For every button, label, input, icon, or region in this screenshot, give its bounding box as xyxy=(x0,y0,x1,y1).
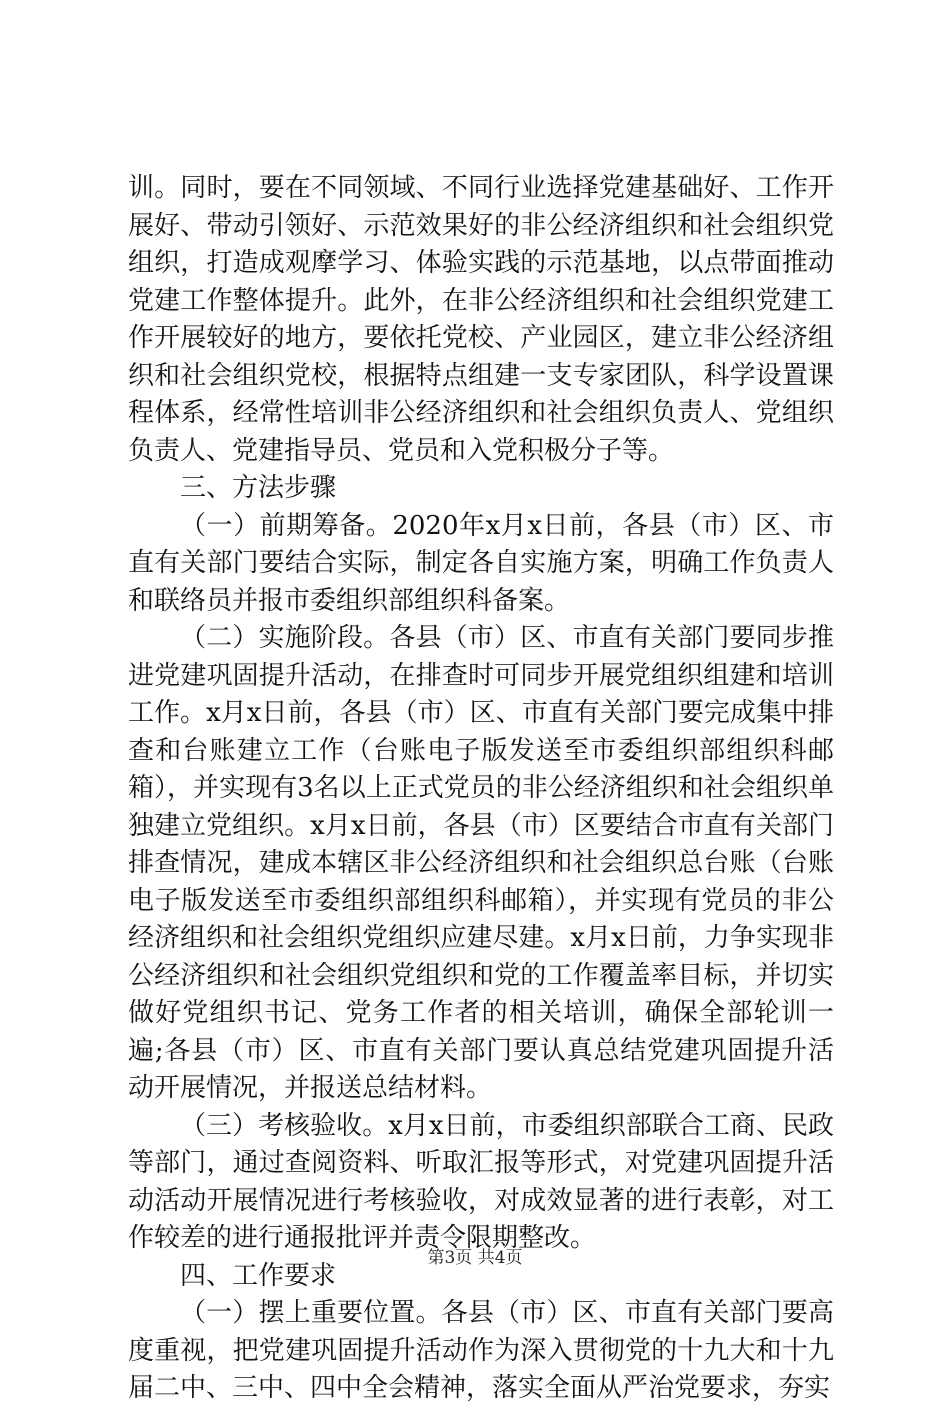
document-body xyxy=(128,170,834,1408)
section-heading-methods: 三、方法步骤 xyxy=(180,473,337,503)
page-number-footer: 第3页 共4页 xyxy=(427,1248,523,1268)
paragraph-continuation: 训。同时，要在不同领域、不同行业选择党建基础好、工作开展好、带动引领好、示范效果好的非公经济组织和社会组织党组织，打造成观摩学习、体验实践的示范基地，以点带面推动党建工作整体提升。此外，在非公经济组织和社会组织党建工作开展较好的地方，要依托党校、产业园区，建立非公经济组织和社会组织党校，根据特点组建一支专家团队，科学设置课程体系，经常性培训非公经济组织和社会组织负责人、党组织负责人、党建指导员、党员和入党积极分子等。 xyxy=(128,173,834,466)
paragraph-assessment: （三）考核验收。x月x日前，市委组织部联合工商、民政等部门，通过查阅资料、听取汇报等形式，对党建巩固提升活动活动开展情况进行考核验收，对成效显著的进行表彰，对工作较差的进行通报批评并责令限期整改。 xyxy=(128,1110,834,1253)
paragraph-preparation: （一）前期筹备。2020年x月x日前，各县（市）区、市直有关部门要结合实际，制定各自实施方案，明确工作负责人和联络员并报市委组织部组织科备案。 xyxy=(128,510,834,616)
section-heading-requirements: 四、工作要求 xyxy=(180,1260,337,1291)
paragraph-priority: （一）摆上重要位置。各县（市）区、市直有关部门要高度重视，把党建巩固提升活动作为深入贯彻党的十九大和十九届二中、三中、四中全会精神，落实全面从严治党要求，夯实 xyxy=(128,1298,834,1403)
paragraph-implementation: （二）实施阶段。各县（市）区、市直有关部门要同步推进党建巩固提升活动，在排查时可同步开展党组织组建和培训工作。x月x日前，各县（市）区、市直有关部门要完成集中排查和台账建立工作（台账电子版发送至市委组织部组织科邮箱），并实现有3名以上正式党员的非公经济组织和社会组织单独建立党组织。x月x日前，各县（市）区要结合市直有关部门排查情况，建成本辖区非公经济组织和社会组织总台账（台账电子版发送至市委组织部组织科邮箱），并实现有党员的非公经济组织和社会组织党组织应建尽建。x月x日前，力争实现非公经济组织和社会组织党组织和党的工作覆盖率目标，并切实做好党组织书记、党务工作者的相关培训，确保全部轮训一遍;各县（市）区、市直有关部门要认真总结党建巩固提升活动开展情况，并报送总结材料。 xyxy=(128,623,834,1103)
